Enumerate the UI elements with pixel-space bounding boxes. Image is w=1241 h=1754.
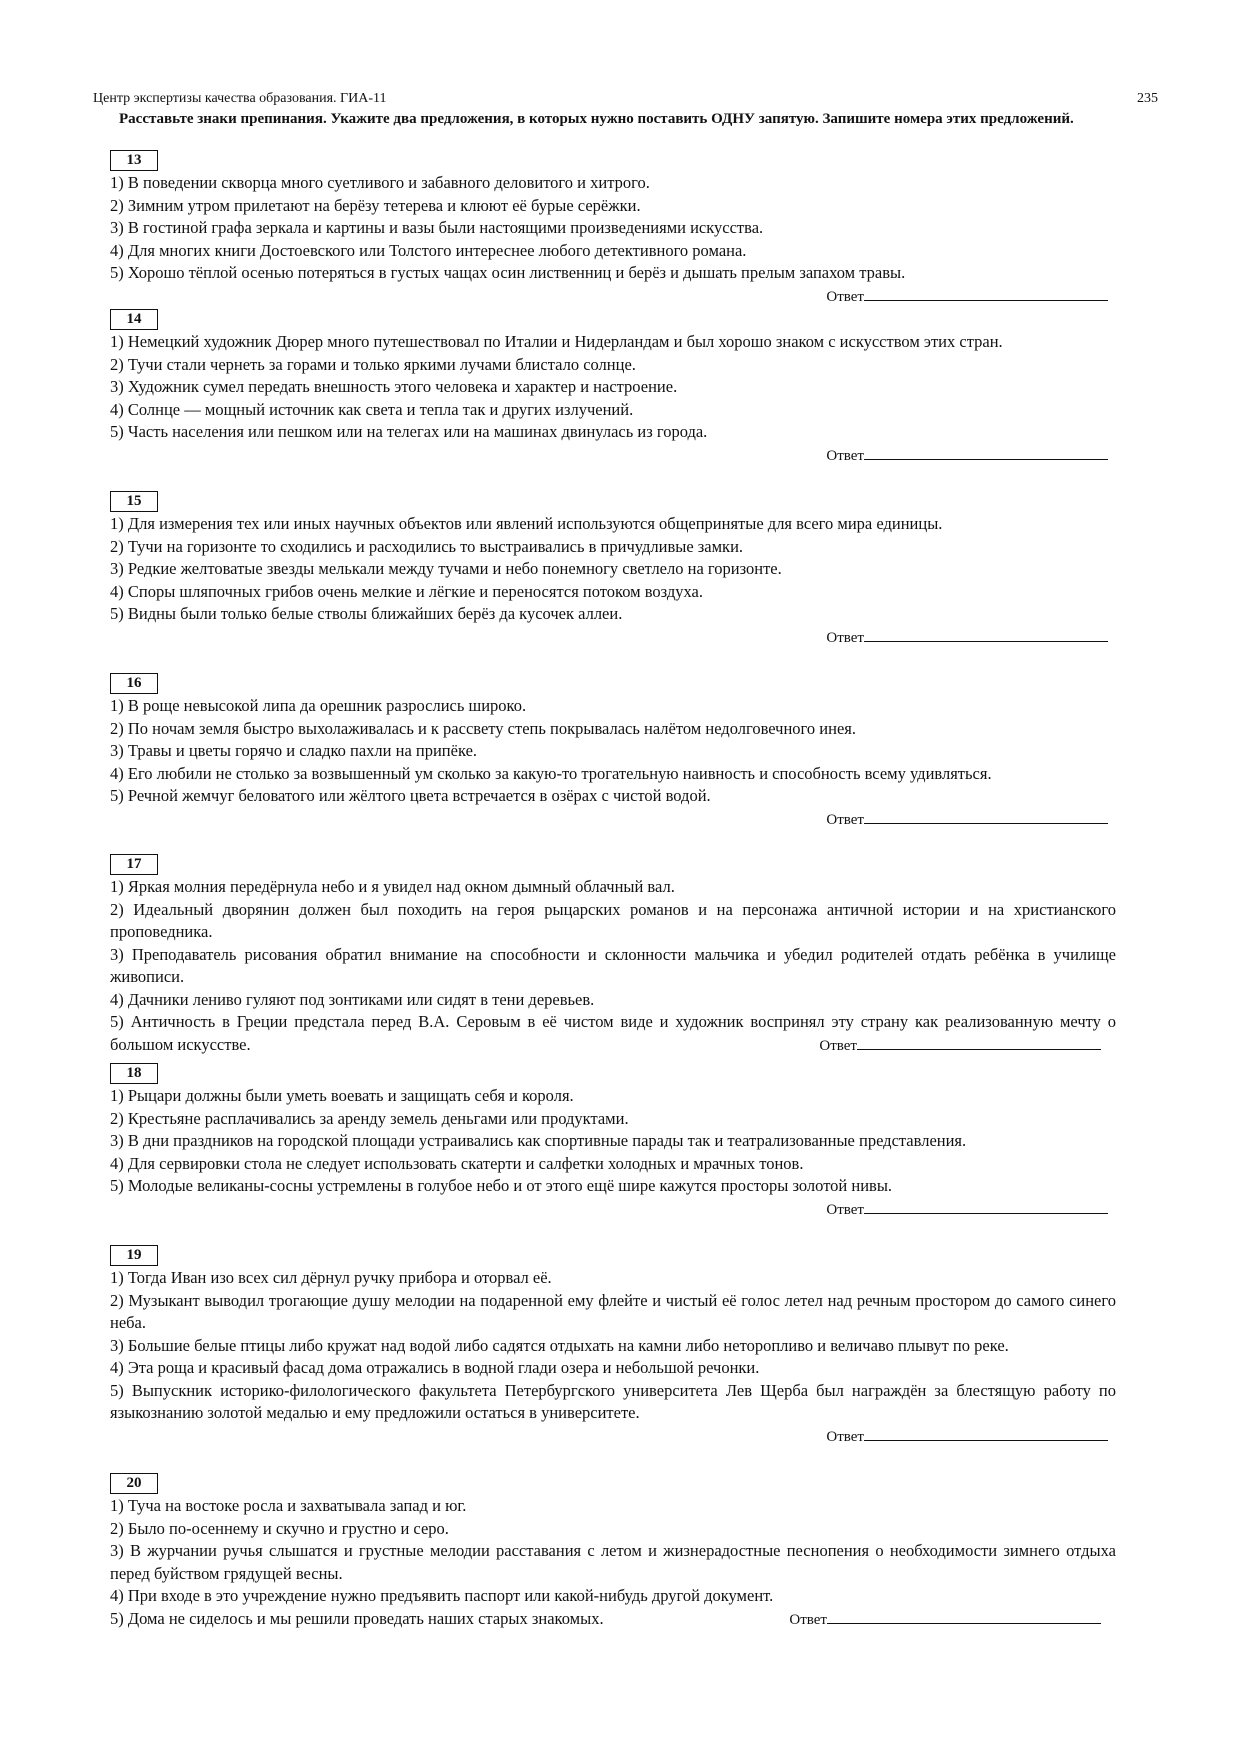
- task-item: 1) Для измерения тех или иных научных объектов или явлений используются общепринятые для всего мира единицы.: [110, 514, 943, 533]
- answer-field[interactable]: [826, 626, 1108, 648]
- answer-blank[interactable]: [857, 1034, 1101, 1050]
- answer-blank[interactable]: [827, 1608, 1101, 1624]
- answer-row: [110, 444, 1116, 466]
- task-number: 17: [110, 854, 158, 875]
- answer-field[interactable]: [826, 808, 1108, 830]
- task-item: 1) Рыцари должны были уметь воевать и защищать себя и короля.: [110, 1086, 574, 1105]
- answer-label: Ответ: [826, 629, 864, 646]
- answer-label: Ответ: [826, 1428, 864, 1445]
- task-block: [110, 150, 1116, 307]
- task-item: 2) Было по-осеннему и скучно и грустно и серо.: [110, 1518, 449, 1538]
- task-block: [110, 1473, 1116, 1630]
- task-item: 2) Идеальный дворянин должен был походить на героя рыцарских романов и на персонажа античной истории и на христианского проповедника.: [110, 899, 1116, 941]
- task-item: 1) Туча на востоке росла и захватывала запад и юг.: [110, 1496, 467, 1515]
- task-item: 3) Травы и цветы горячо и сладко пахли на припёке.: [110, 741, 478, 760]
- task-item: 3) Редкие желтоватые звезды мелькали между тучами и небо понемногу светлело на горизонте.: [110, 559, 782, 578]
- task-item: 1) В роще невысокой липа да орешник разрослись широко.: [110, 696, 527, 715]
- task-number: 15: [110, 491, 158, 512]
- task-item: 1) В поведении скворца много суетливого и забавного деловитого и хитрого.: [110, 173, 650, 192]
- task-item: 3) Большие белые птицы либо кружат над водой либо садятся отдыхать на камни либо неторопливо и величаво плывут по реке.: [110, 1335, 1009, 1355]
- task-item: 4) Для сервировки стола не следует использовать скатерти и салфетки холодных и мрачных тонов.: [110, 1153, 804, 1173]
- task-item-text: 5) Дома не сиделось и мы решили проведать наших старых знакомых.: [110, 1608, 604, 1628]
- task-item: 2) Зимним утром прилетают на берёзу тетерева и клюют её бурые серёжки.: [110, 195, 641, 215]
- answer-field[interactable]: [826, 285, 1108, 307]
- task-item: 2) Крестьяне расплачивались за аренду земель деньгами или продуктами.: [110, 1108, 629, 1128]
- task-item-text: 5) Античность в Греции предстала перед В.А. Серовым в её чистом виде и художник воспринял эту страну как реализованную мечту о большом искусстве.: [110, 1012, 1116, 1054]
- task-item: 5) Молодые великаны-сосны устремлены в голубое небо и от этого ещё шире кажутся просторы золотой нивы.: [110, 1176, 893, 1195]
- task-number: 16: [110, 673, 158, 694]
- task-item: 4) Дачники лениво гуляют под зонтиками или сидят в тени деревьев.: [110, 989, 595, 1009]
- task-item: 5) Хорошо тёплой осенью потеряться в густых чащах осин лиственниц и берёз и дышать прелым запахом травы.: [110, 263, 906, 282]
- task-item: 2) По ночам земля быстро выхолаживалась и к рассвету степь покрывалась налётом недолговечного инея.: [110, 718, 856, 738]
- answer-row: [110, 808, 1116, 830]
- task-instruction: Расставьте знаки препинания. Укажите два предложения, в которых нужно поставить ОДНУ запятую. Запишите номера этих предложений.: [119, 111, 1074, 127]
- task-item: 5) Речной жемчуг беловатого или жёлтого цвета встречается в озёрах с чистой водой.: [110, 786, 711, 805]
- task-item: 3) В журчании ручья слышатся и грустные мелодии расставания с летом и жизнерадостные песнопения о необходимости зимнего отдыха перед буйством грядущей весны.: [110, 1541, 1116, 1583]
- answer-label: Ответ: [826, 1201, 864, 1218]
- task-item: 1) Немецкий художник Дюрер много путешествовал по Италии и Нидерландам и был хорошо знаком с искусством этих стран.: [110, 332, 1003, 351]
- task-item: 4) Эта роща и красивый фасад дома отражались в водной глади озера и небольшой речонки.: [110, 1358, 760, 1377]
- task-number: 19: [110, 1245, 158, 1266]
- answer-label: Ответ: [826, 811, 864, 828]
- task-number: 18: [110, 1063, 158, 1084]
- answer-blank[interactable]: [864, 808, 1108, 824]
- task-item: 4) Солнце — мощный источник как света и тепла так и других излучений.: [110, 399, 634, 419]
- answer-field[interactable]: [826, 1425, 1108, 1447]
- task-block: [110, 309, 1116, 466]
- task-number: 13: [110, 150, 158, 171]
- answer-field[interactable]: [826, 444, 1108, 466]
- answer-blank[interactable]: [864, 285, 1108, 301]
- answer-row: [110, 626, 1116, 648]
- task-item: 4) Споры шляпочных грибов очень мелкие и лёгкие и переносятся потоком воздуха.: [110, 581, 703, 601]
- answer-field[interactable]: [826, 1198, 1108, 1220]
- answer-blank[interactable]: [864, 626, 1108, 642]
- answer-blank[interactable]: [864, 1198, 1108, 1214]
- answer-label: Ответ: [826, 447, 864, 464]
- task-item: 3) Преподаватель рисования обратил внимание на способности и склонности мальчика и убедил родителей отдать ребёнка в училище живописи.: [110, 944, 1116, 986]
- task-item: 3) В гостиной графа зеркала и картины и вазы были настоящими произведениями искусства.: [110, 218, 764, 237]
- header-title: Центр экспертизы качества образования. ГИА-11: [93, 91, 387, 106]
- answer-row: [110, 1425, 1116, 1447]
- task-item: 5) Видны были только белые стволы ближайших берёз да кусочек аллеи.: [110, 604, 623, 623]
- task-item: 3) В дни праздников на городской площади устраивались как спортивные парады так и театрализованные представления.: [110, 1131, 967, 1150]
- task-block: [110, 1245, 1116, 1447]
- answer-field[interactable]: [789, 1608, 1101, 1630]
- answer-label: Ответ: [826, 288, 864, 305]
- task-item: 1) Тогда Иван изо всех сил дёрнул ручку прибора и оторвал её.: [110, 1268, 552, 1287]
- task-block: [110, 673, 1116, 830]
- task-item: 2) Тучи на горизонте то сходились и расходились то выстраивались в причудливые замки.: [110, 536, 744, 556]
- answer-label: Ответ: [819, 1038, 857, 1054]
- task-item: 3) Художник сумел передать внешность этого человека и характер и настроение.: [110, 377, 678, 396]
- task-block: [110, 1063, 1116, 1220]
- task-item: 5) Часть населения или пешком или на телегах или на машинах двинулась из города.: [110, 422, 708, 441]
- task-number: 20: [110, 1473, 158, 1494]
- task-item: 2) Тучи стали чернеть за горами и только яркими лучами блистало солнце.: [110, 354, 636, 374]
- answer-blank[interactable]: [864, 444, 1108, 460]
- answer-row: [110, 1034, 1116, 1056]
- task-item: 2) Музыкант выводил трогающие душу мелодии на подаренной ему флейте и чистый её голос летел над речным простором до самого синего неба.: [110, 1290, 1116, 1332]
- answer-row: [110, 1198, 1116, 1220]
- task-item: 4) Для многих книги Достоевского или Толстого интереснее любого детективного романа.: [110, 240, 747, 260]
- answer-blank[interactable]: [864, 1425, 1108, 1441]
- answer-row: [110, 285, 1116, 307]
- task-block: [110, 491, 1116, 648]
- task-item: 4) При входе в это учреждение нужно предъявить паспорт или какой-нибудь другой документ.: [110, 1586, 774, 1605]
- task-item: 4) Его любили не столько за возвышенный ум сколько за какую-то трогательную наивность и способность всему удивляться.: [110, 763, 992, 783]
- answer-field[interactable]: [819, 1034, 1101, 1056]
- answer-label: Ответ: [789, 1612, 827, 1628]
- task-block: [110, 854, 1116, 1056]
- task-item: 5) Выпускник историко-филологического факультета Петербургского университета Лев Щерба был награждён за блестящую работу по языкознанию золотой медалью и ему предложили остаться в университете.: [110, 1380, 1116, 1422]
- task-number: 14: [110, 309, 158, 330]
- answer-row: [110, 1608, 1116, 1630]
- page-header: [93, 90, 1158, 108]
- page-number: 235: [1137, 91, 1158, 106]
- task-item: 1) Яркая молния передёрнула небо и я увидел над окном дымный облачный вал.: [110, 877, 675, 896]
